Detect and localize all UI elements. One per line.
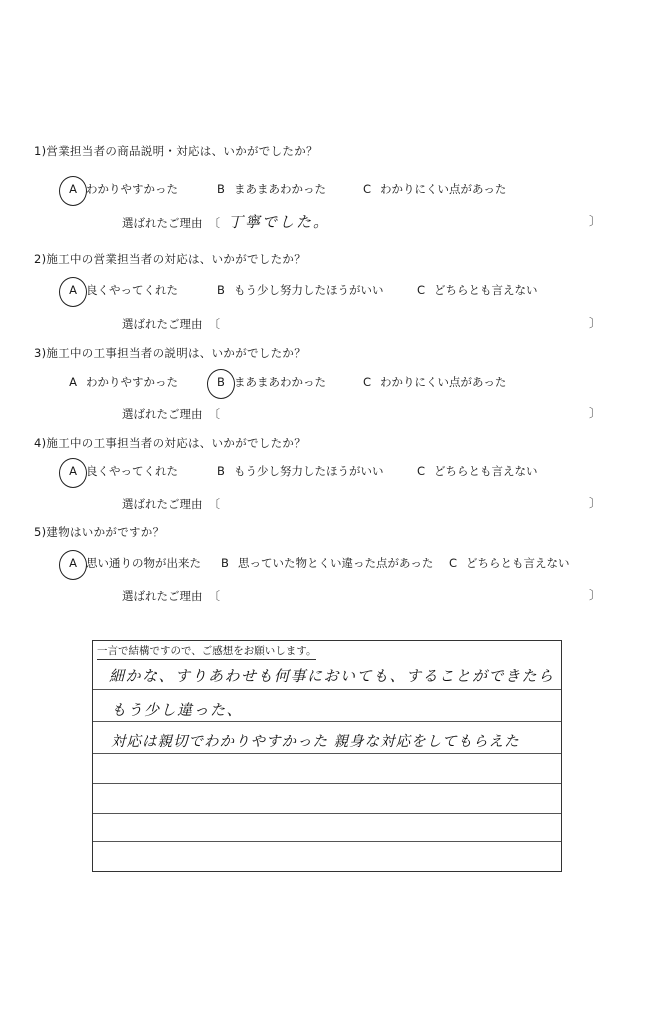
q4-reason[interactable]	[122, 494, 220, 512]
q3-option-c-text: わかりにくい点があった	[380, 375, 507, 389]
q3-option-b[interactable]	[214, 374, 326, 390]
comment-rule-4	[93, 783, 561, 784]
comment-rule-5	[93, 813, 561, 814]
q3-option-b-text: まあまあわかった	[234, 375, 326, 389]
q3-option-a-letter: A	[69, 375, 77, 389]
q4-option-c[interactable]	[414, 463, 538, 479]
q1-option-c-text: わかりにくい点があった	[380, 182, 507, 196]
q2-reason-label: 選ばれたご理由	[122, 317, 203, 331]
q4-option-b-text: もう少し努力したほうがいい	[234, 464, 384, 478]
q1-reason[interactable]	[122, 211, 330, 232]
q5-option-a-letter: A	[66, 556, 80, 570]
q1-reason-text: 丁寧でした。	[228, 213, 331, 231]
comment-rule-2	[93, 721, 561, 722]
q5-reason-label: 選ばれたご理由	[122, 589, 203, 603]
comment-box-title: 一言で結構ですので、ご感想をお願いします。	[97, 643, 316, 660]
comment-rule-6	[93, 841, 561, 842]
q3-option-c-letter: C	[362, 375, 372, 389]
q2-option-b-letter: B	[217, 283, 225, 297]
question-3-title: 3)施工中の工事担当者の説明は、いかがでしたか？	[34, 346, 307, 360]
q2-option-a-text: 良くやってくれた	[86, 283, 178, 297]
q5-option-b-text: 思っていた物とくい違った点があった	[238, 556, 434, 570]
q4-reason-close: 〕	[589, 496, 602, 510]
q2-reason-close: 〕	[589, 316, 602, 330]
q1-option-a[interactable]	[66, 181, 178, 197]
q5-option-b-letter: B	[221, 556, 229, 570]
q5-option-a[interactable]	[66, 555, 201, 571]
q3-reason-close: 〕	[589, 406, 602, 420]
q2-option-b[interactable]	[214, 282, 384, 298]
q2-option-a-letter: A	[66, 283, 80, 297]
question-2-title: 2)施工中の営業担当者の対応は、いかがでしたか？	[34, 252, 307, 266]
q5-reason-close: 〕	[589, 588, 602, 602]
q1-reason-open: 〔	[208, 216, 220, 230]
q1-option-a-text: わかりやすかった	[86, 182, 178, 196]
question-5-title: 5)建物はいかがですか？	[34, 525, 165, 539]
q1-option-b[interactable]	[214, 181, 326, 197]
q1-option-b-text: まあまあわかった	[234, 182, 326, 196]
q3-reason-open: 〔	[208, 407, 220, 421]
comment-box[interactable]	[92, 640, 562, 872]
comment-line-2: もう少し違った、	[111, 701, 244, 719]
q5-option-b[interactable]	[218, 555, 433, 571]
q2-option-a[interactable]	[66, 282, 178, 298]
question-1-title: 1)営業担当者の商品説明・対応は、いかがでしたか？	[34, 144, 318, 158]
comment-rule-3	[93, 753, 561, 754]
q1-reason-close: 〕	[589, 214, 602, 228]
q3-option-c[interactable]	[360, 374, 506, 390]
q2-reason[interactable]	[122, 314, 220, 332]
q5-option-c-letter: C	[448, 556, 458, 570]
q5-reason[interactable]	[122, 586, 220, 604]
q5-option-c-text: どちらとも言えない	[466, 556, 570, 570]
q4-option-a[interactable]	[66, 463, 178, 479]
q4-reason-open: 〔	[208, 497, 220, 511]
q1-option-a-letter: A	[66, 182, 80, 196]
q5-reason-open: 〔	[208, 589, 220, 603]
comment-rule-1	[93, 689, 561, 690]
q1-option-c-letter: C	[362, 182, 372, 196]
q2-option-c-letter: C	[416, 283, 426, 297]
q4-option-b-letter: B	[217, 464, 225, 478]
q3-reason[interactable]	[122, 404, 220, 422]
q4-option-a-text: 良くやってくれた	[86, 464, 178, 478]
q3-reason-label: 選ばれたご理由	[122, 407, 203, 421]
q5-option-a-text: 思い通りの物が出来た	[86, 556, 201, 570]
q3-option-a-text: わかりやすかった	[86, 375, 178, 389]
q4-option-c-letter: C	[416, 464, 426, 478]
q3-option-b-letter: B	[214, 375, 228, 389]
q5-option-c[interactable]	[446, 555, 570, 571]
q2-option-c[interactable]	[414, 282, 538, 298]
q1-option-c[interactable]	[360, 181, 506, 197]
q4-reason-label: 選ばれたご理由	[122, 497, 203, 511]
q4-option-b[interactable]	[214, 463, 384, 479]
q2-reason-open: 〔	[208, 317, 220, 331]
question-4-title: 4)施工中の工事担当者の対応は、いかがでしたか？	[34, 436, 307, 450]
q3-option-a[interactable]	[66, 374, 178, 390]
q4-option-c-text: どちらとも言えない	[434, 464, 538, 478]
comment-line-3: 対応は親切でわかりやすかった 親身な対応をしてもらえた	[111, 734, 520, 750]
comment-line-1: 細かな、すりあわせも何事においても、することができたら	[109, 667, 555, 685]
q4-option-a-letter: A	[66, 464, 80, 478]
q1-option-b-letter: B	[217, 182, 225, 196]
q2-option-c-text: どちらとも言えない	[434, 283, 538, 297]
q1-reason-label: 選ばれたご理由	[122, 216, 203, 230]
q2-option-b-text: もう少し努力したほうがいい	[234, 283, 384, 297]
